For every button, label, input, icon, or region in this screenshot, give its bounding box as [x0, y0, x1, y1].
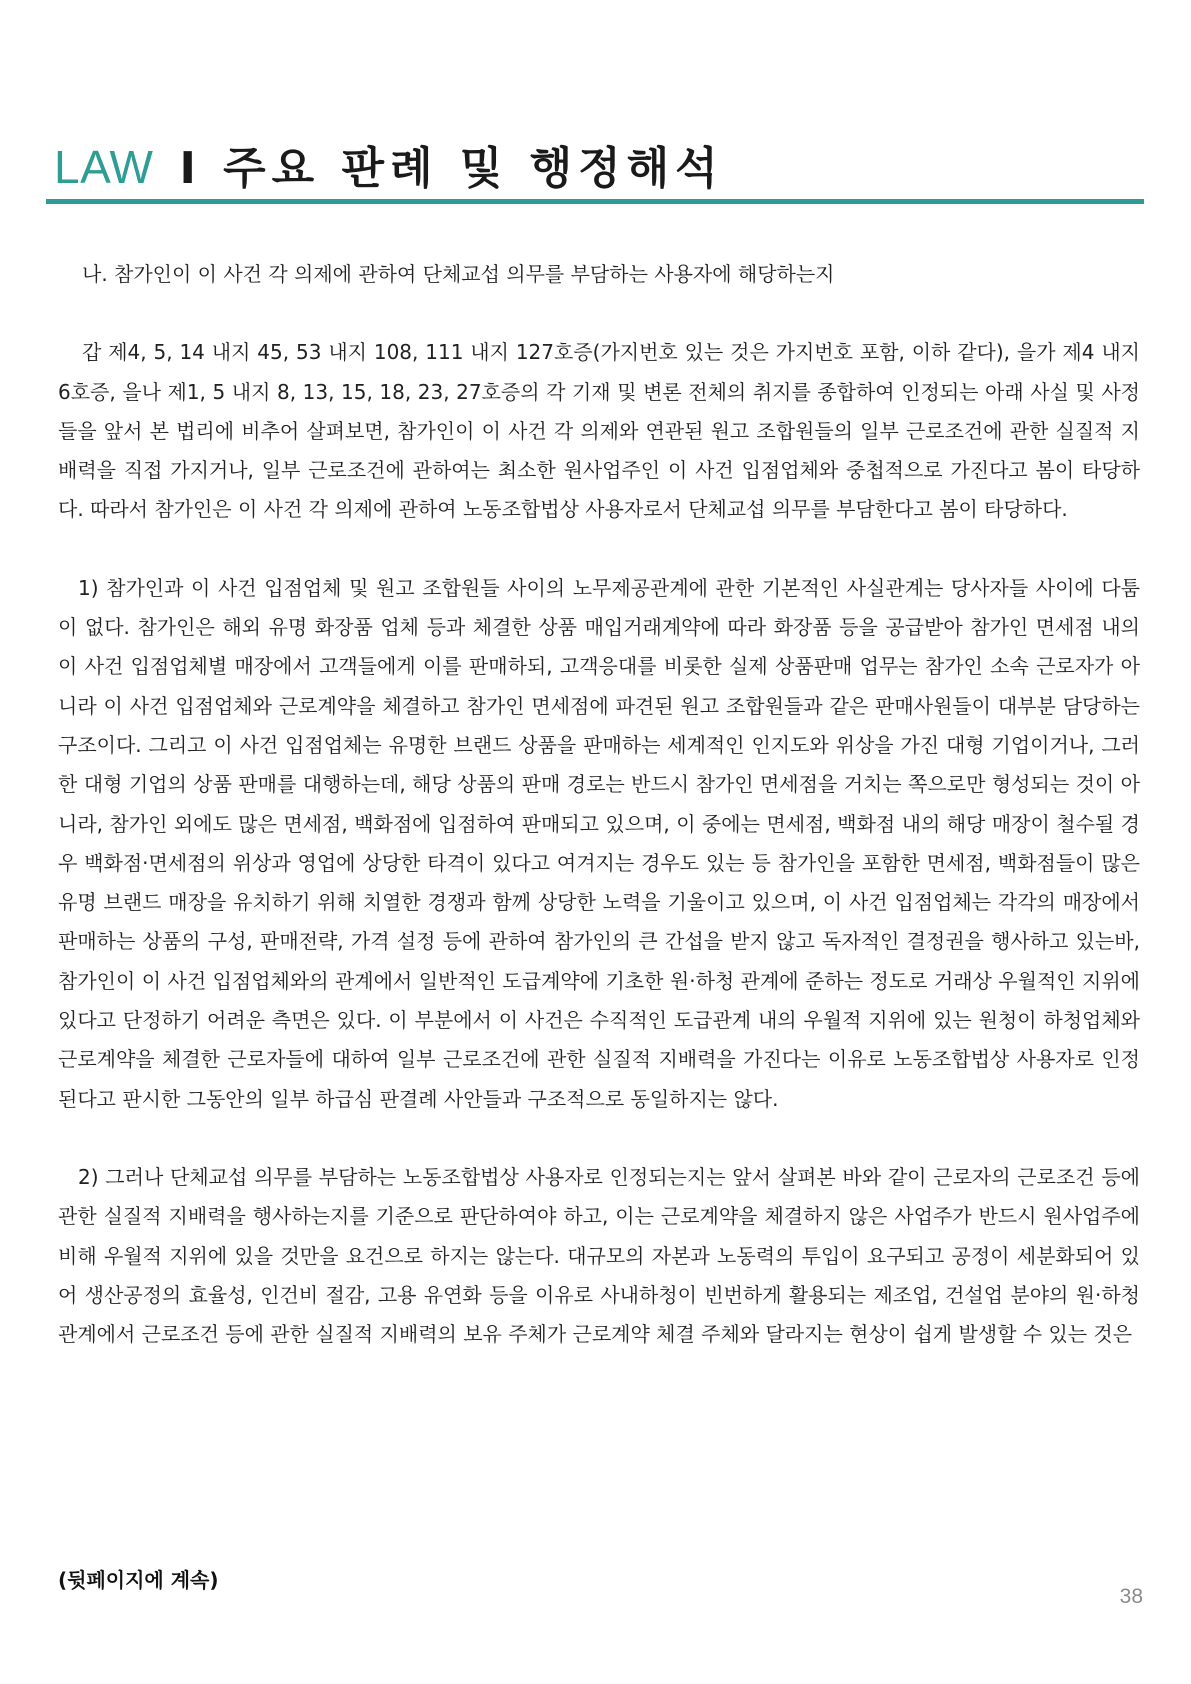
body-paragraph: 갑 제4, 5, 14 내지 45, 53 내지 108, 111 내지 127호증(가지번호 있는 것은 가지번호 포함, 이하 같다), 을가 제4 내지 6호증, 을나 제1, 5 내지 8, 13, 15, 18, 23, 27호증의 각 기재 및 변론 전체의 취지를 종합하여 인정되는 아래 사실 및 사정들을 앞서 본 법리에 비추어 살펴보면, 참가인이 이 사건 각 의제와 연관된 원고 조합원들의 일부 근로조건에 관한 실질적 지배력을 직접 가지거나, 일부 근로조건에 관하여는 최소한 원사업주인 이 사건 입점업체와 중첩적으로 가진다고 봄이 타당하다. 따라서 참가인은 이 사건 각 의제에 관하여 노동조합법상 사용자로서 단체교섭 의무를 부담한다고 봄이 타당하다.: [58, 340, 1140, 522]
continuation-note: (뒷페이지에 계속): [58, 1568, 219, 1592]
subheading-paragraph: 나. 참가인이 이 사건 각 의제에 관하여 단체교섭 의무를 부담하는 사용자에 해당하는지: [82, 262, 835, 286]
body-paragraph: 1) 참가인과 이 사건 입점업체 및 원고 조합원들 사이의 노무제공관계에 관한 기본적인 사실관계는 당사자들 사이에 다툼이 없다. 참가인은 해외 유명 화장품 업체 등과 체결한 상품 매입거래계약에 따라 화장품 등을 공급받아 참가인 면세점 내의 이 사건 입점업체별 매장에서 고객들에게 이를 판매하되, 고객응대를 비롯한 실제 상품판매 업무는 참가인 소속 근로자가 아니라 이 사건 입점업체와 근로계약을 체결하고 참가인 면세점에 파견된 원고 조합원들과 같은 판매사원들이 대부분 담당하는 구조이다. 그리고 이 사건 입점업체는 유명한 브랜드 상품을 판매하는 세계적인 인지도와 위상을 가진 대형 기업이거나, 그러한 대형 기업의 상품 판매를 대행하는데, 해당 상품의 판매 경로는 반드시 참가인 면세점을 거치는 쪽으로만 형성되는 것이 아니라, 참가인 외에도 많은 면세점, 백화점에 입점하여 판매되고 있으며, 이 중에는 면세점, 백화점 내의 해당 매장이 철수될 경우 백화점·면세점의 위상과 영업에 상당한 타격이 있다고 여겨지는 경우도 있는 등 참가인을 포함한 면세점, 백화점들이 많은 유명 브랜드 매장을 유치하기 위해 치열한 경쟁과 함께 상당한 노력을 기울이고 있으며, 이 사건 입점업체는 각각의 매장에서 판매하는 상품의 구성, 판매전략, 가격 설정 등에 관하여 참가인의 큰 간섭을 받지 않고 독자적인 결정권을 행사하고 있는바, 참가인이 이 사건 입점업체와의 관계에서 일반적인 도급계약에 기초한 원·하청 관계에 준하는 정도로 거래상 우월적인 지위에 있다고 단정하기 어려운 측면은 있다. 이 부분에서 이 사건은 수직적인 도급관계 내의 우월적 지위에 있는 원청이 하청업체와 근로계약을 체결한 근로자들에 대하여 일부 근로조건에 관한 실질적 지배력을 가진다는 이유로 노동조합법상 사용자로 인정된다고 판시한 그동안의 일부 하급심 판결례 사안들과 구조적으로 동일하지는 않다.: [58, 575, 1140, 1111]
page-number: 38: [1119, 1585, 1143, 1608]
document-body: [58, 255, 1140, 1354]
page-header: [54, 132, 1144, 196]
header-rule: [46, 199, 1144, 204]
section-label: LAW: [54, 141, 154, 193]
body-paragraph: 2) 그러나 단체교섭 의무를 부담하는 노동조합법상 사용자로 인정되는지는 앞서 살펴본 바와 같이 근로자의 근로조건 등에 관한 실질적 지배력을 행사하는지를 기준으로 판단하여야 하고, 이는 근로계약을 체결하지 않은 사업주가 반드시 원사업주에 비해 우월적 지위에 있을 것만을 요건으로 하지는 않는다. 대규모의 자본과 노동력의 투입이 요구되고 공정이 세분화되어 있어 생산공정의 효율성, 인건비 절감, 고용 유연화 등을 이유로 사내하청이 빈번하게 활용되는 제조업, 건설업 분야의 원·하청 관계에서 근로조건 등에 관한 실질적 지배력의 보유 주체가 근로계약 체결 주체와 달라지는 현상이 쉽게 발생할 수 있는 것은: [58, 1164, 1140, 1347]
page-title: I 주요 판례 및 행정해석: [179, 143, 724, 194]
